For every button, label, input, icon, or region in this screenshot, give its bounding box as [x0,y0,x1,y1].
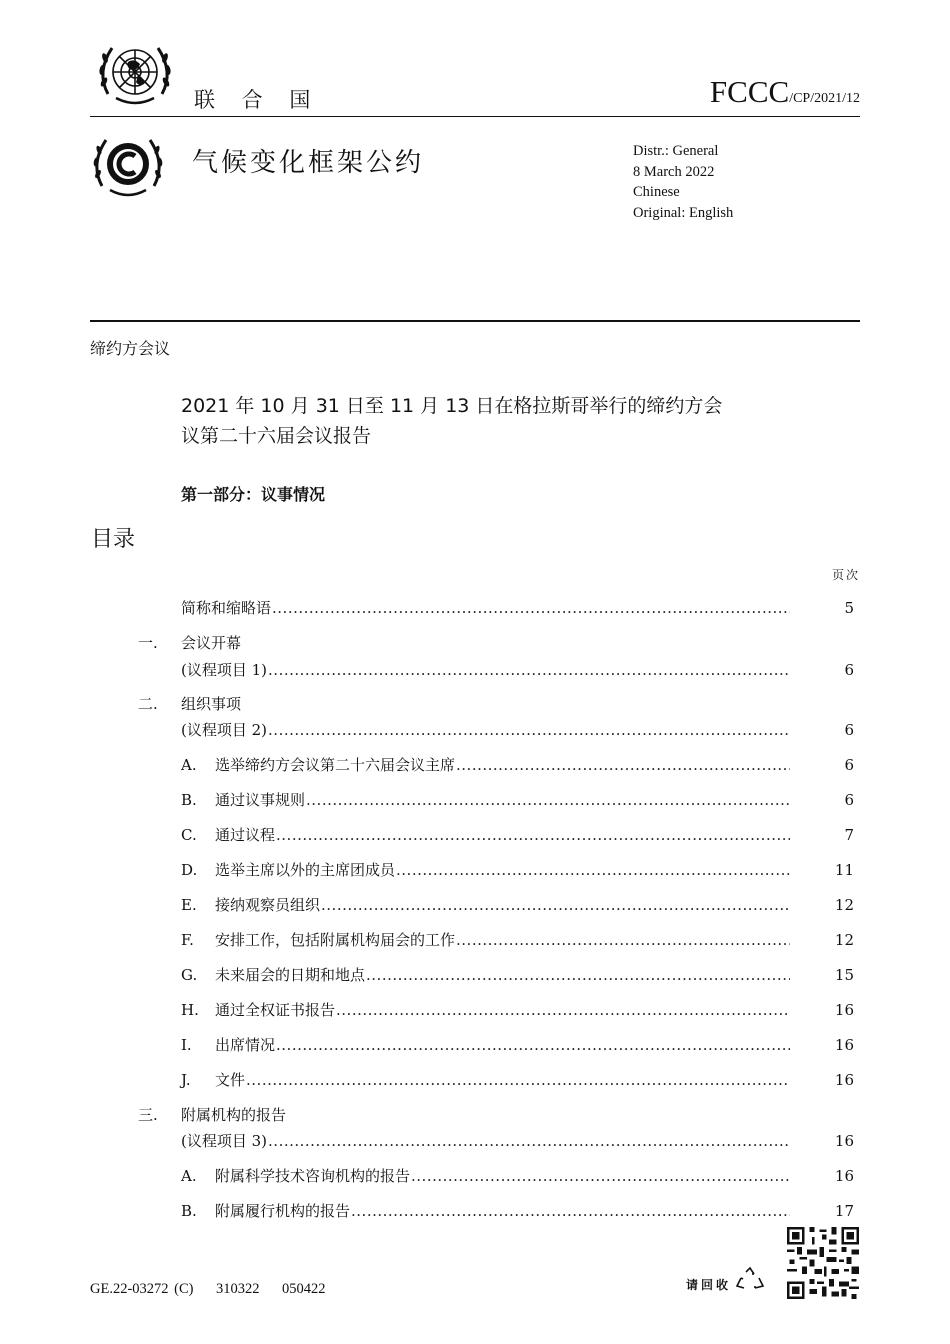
toc-section-number: 二. [138,695,158,713]
distribution-block [633,141,733,223]
symbol-rest: /CP/2021/12 [789,91,860,106]
toc-subentry[interactable] [0,929,950,951]
toc-entry-abbreviations[interactable] [0,597,950,619]
title-line-1: 2021 年 10 月 31 日至 11 月 13 日在格拉斯哥举行的缔约方会 [181,395,723,417]
recycle-icon [735,1266,765,1294]
toc-sub-letter: A. [181,1167,197,1185]
toc-entry-text: 文件 [215,1071,246,1089]
language: Chinese [633,184,680,200]
toc-page-number: 16 [834,1167,854,1185]
toc-subentry[interactable] [0,789,950,811]
toc-section-2-heading [0,693,950,715]
toc-page-number: 7 [844,826,854,844]
toc-leader [366,964,790,986]
toc-subentry[interactable] [0,824,950,846]
toc-leader [456,929,790,951]
toc-entry-text: 选举主席以外的主席团成员 [215,861,396,879]
recycle-label: 请回收 [686,1278,732,1292]
part-title: 第一部分：议事情况 [181,485,326,504]
toc-page-number: 12 [834,896,854,914]
distribution: Distr.: General [633,143,719,159]
toc-sub-letter: B. [181,791,197,809]
toc-sub-letter: H. [181,1001,199,1019]
toc-subentry[interactable] [0,1165,950,1187]
toc-leader [268,1130,790,1152]
toc-leader [411,1165,790,1187]
convention-name: 气候变化框架公约 [192,148,425,178]
unfccc-logo-icon [90,128,166,200]
toc-subentry[interactable] [0,999,950,1021]
toc-page-number: 6 [844,661,854,679]
toc-entry-text: 接纳观察员组织 [215,896,321,914]
toc-leader [268,659,790,681]
toc-sub-letter: A. [181,756,197,774]
toc-page-number: 5 [844,599,854,617]
toc-page-number: 12 [834,931,854,949]
toc-sub-letter: J. [181,1071,191,1089]
page-column-label: 页次 [831,568,860,582]
qr-code-icon [787,1227,859,1299]
toc-entry-text: 通过议程 [215,826,276,844]
toc-page-number: 16 [834,1132,854,1150]
title-line-2: 议第二十六届会议报告 [181,425,372,447]
toc-entry-text: 出席情况 [215,1036,276,1054]
toc-page-number: 16 [834,1036,854,1054]
toc-leader [246,1069,790,1091]
toc-subentry[interactable] [0,894,950,916]
toc-sub-letter: E. [181,896,197,914]
document-job-code: GE.22-03272 (C) 310322 050422 [90,1281,326,1297]
toc-leader [336,999,790,1021]
toc-section-number: 三. [138,1106,158,1124]
toc-entry-text: 选举缔约方会议第二十六届会议主席 [215,756,456,774]
toc-page-number: 16 [834,1001,854,1019]
toc-entry-text: 未来届会的日期和地点 [215,966,366,984]
toc-page-number: 6 [844,791,854,809]
toc-page-number: 15 [834,966,854,984]
toc-page-number: 6 [844,756,854,774]
toc-section-title: 附属机构的报告 [181,1106,287,1124]
toc-leader [268,719,790,741]
document-symbol [710,74,860,110]
toc-leader [396,859,790,881]
toc-leader [276,824,790,846]
toc-page-number: 17 [834,1202,854,1220]
toc-sub-letter: C. [181,826,197,844]
symbol-main: FCCC [709,74,790,109]
toc-entry-text: 附属科学技术咨询机构的报告 [215,1167,411,1185]
contents-heading: 目录 [91,527,136,552]
issue-date: 8 March 2022 [633,163,715,180]
toc-page-number: 11 [834,861,854,879]
toc-leader [351,1200,790,1222]
body-name: 缔约方会议 [90,339,171,358]
toc-sub-letter: G. [181,966,198,984]
toc-sub-letter: F. [181,931,194,949]
toc-subentry[interactable] [0,859,950,881]
toc-section-2-item[interactable] [0,719,950,741]
toc-entry-text: (议程项目 3) [181,1132,268,1150]
toc-subentry[interactable] [0,1034,950,1056]
toc-sub-letter: B. [181,1202,197,1220]
toc-section-3-item[interactable] [0,1130,950,1152]
toc-leader [456,754,790,776]
toc-section-title: 组织事项 [181,695,242,713]
toc-entry-text: 简称和缩略语 [181,599,272,617]
toc-entry-text: 安排工作，包括附属机构届会的工作 [215,931,456,949]
toc-entry-text: (议程项目 1) [181,661,268,679]
toc-subentry[interactable] [0,964,950,986]
toc-section-3-heading [0,1104,950,1126]
document-title [181,391,821,451]
toc-section-1-item[interactable] [0,659,950,681]
toc-leader [276,1034,790,1056]
toc-leader [272,597,790,619]
toc-section-1-heading [0,632,950,654]
toc-entry-text: 附属履行机构的报告 [215,1202,351,1220]
toc-section-title: 会议开幕 [181,634,242,652]
header-rule [90,116,860,117]
toc-leader [321,894,790,916]
toc-page-number: 16 [834,1071,854,1089]
toc-subentry[interactable] [0,1069,950,1091]
un-emblem-icon [90,36,180,112]
toc-subentry[interactable] [0,754,950,776]
toc-entry-text: (议程项目 2) [181,721,268,739]
org-name: 联 合 国 [194,88,321,112]
toc-subentry[interactable] [0,1200,950,1222]
section-rule [90,320,860,322]
toc-section-number: 一. [138,634,158,652]
toc-leader [306,789,790,811]
toc-entry-text: 通过议事规则 [215,791,306,809]
toc-sub-letter: D. [181,861,198,879]
toc-entry-text: 通过全权证书报告 [215,1001,336,1019]
toc-page-number: 6 [844,721,854,739]
original-language: Original: English [633,204,734,221]
toc-sub-letter: I. [181,1036,192,1054]
